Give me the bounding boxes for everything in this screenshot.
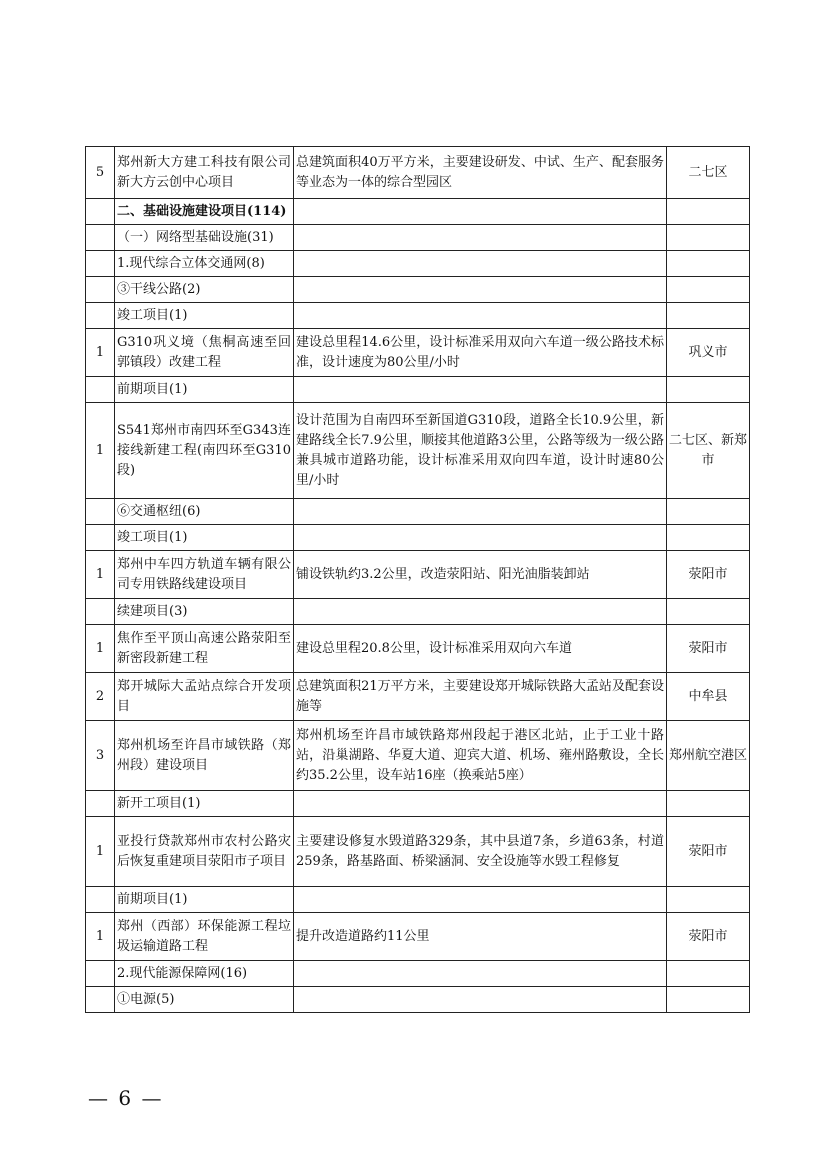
project-row (86, 147, 750, 199)
category-row (86, 225, 750, 251)
description-empty (294, 377, 667, 403)
category-row (86, 277, 750, 303)
project-description: 总建筑面积21万平方米，主要建设郑开城际铁路大孟站及配套设施等 (294, 673, 667, 721)
project-description: 主要建设修复水毁道路329条，其中县道7条，乡道63条，村道259条，路基路面、桥梁涵洞、安全设施等水毁工程修复 (294, 817, 667, 887)
project-row (86, 817, 750, 887)
row-number: 1 (86, 625, 115, 673)
project-name: 郑州（西部）环保能源工程垃圾运输道路工程 (115, 913, 294, 961)
project-name: 郑州机场至许昌市域铁路（郑州段）建设项目 (115, 721, 294, 791)
project-row (86, 551, 750, 599)
row-number-empty (86, 199, 115, 225)
location-empty (667, 303, 750, 329)
category-row (86, 791, 750, 817)
project-description: 提升改造道路约11公里 (294, 913, 667, 961)
project-row (86, 403, 750, 499)
category-label: 前期项目(1) (115, 887, 294, 913)
description-empty (294, 251, 667, 277)
location-empty (667, 987, 750, 1013)
project-location: 二七区、新郑市 (667, 403, 750, 499)
category-label: ③干线公路(2) (115, 277, 294, 303)
category-row (86, 961, 750, 987)
project-name: 郑州中车四方轨道车辆有限公司专用铁路线建设项目 (115, 551, 294, 599)
location-empty (667, 225, 750, 251)
project-location: 荥阳市 (667, 913, 750, 961)
description-empty (294, 277, 667, 303)
page-number: — 6 — (88, 1086, 164, 1110)
row-number: 1 (86, 817, 115, 887)
project-description: 建设总里程20.8公里，设计标准采用双向六车道 (294, 625, 667, 673)
project-description: 郑州机场至许昌市域铁路郑州段起于港区北站，止于工业十路站，沿巢湖路、华夏大道、迎宾大道、机场、雍州路敷设，全长约35.2公里，设车站16座（换乘站5座） (294, 721, 667, 791)
project-table (85, 146, 750, 1013)
location-empty (667, 199, 750, 225)
location-empty (667, 525, 750, 551)
row-number: 1 (86, 551, 115, 599)
row-number: 1 (86, 913, 115, 961)
description-empty (294, 225, 667, 251)
description-empty (294, 961, 667, 987)
project-name: 郑州新大方建工科技有限公司新大方云创中心项目 (115, 147, 294, 199)
project-row (86, 329, 750, 377)
project-name: 亚投行贷款郑州市农村公路灾后恢复重建项目荥阳市子项目 (115, 817, 294, 887)
row-number: 1 (86, 329, 115, 377)
description-empty (294, 887, 667, 913)
location-empty (667, 377, 750, 403)
project-description: 铺设铁轨约3.2公里，改造荥阳站、阳光油脂装卸站 (294, 551, 667, 599)
description-empty (294, 199, 667, 225)
row-number-empty (86, 887, 115, 913)
location-empty (667, 599, 750, 625)
category-row (86, 303, 750, 329)
project-description: 设计范围为自南四环至新国道G310段，道路全长10.9公里，新建路线全长7.9公里，顺接其他道路3公里，公路等级为一级公路兼具城市道路功能，设计标准采用双向四车道，设计时速80公里/小时 (294, 403, 667, 499)
row-number-empty (86, 525, 115, 551)
project-table-body (86, 147, 750, 1013)
category-row (86, 525, 750, 551)
category-label: 竣工项目(1) (115, 303, 294, 329)
description-empty (294, 791, 667, 817)
row-number: 1 (86, 403, 115, 499)
row-number-empty (86, 251, 115, 277)
description-empty (294, 303, 667, 329)
description-empty (294, 599, 667, 625)
project-name: S541郑州市南四环至G343连接线新建工程(南四环至G310段) (115, 403, 294, 499)
project-location: 二七区 (667, 147, 750, 199)
project-location: 荥阳市 (667, 551, 750, 599)
project-location: 荥阳市 (667, 817, 750, 887)
category-label: 续建项目(3) (115, 599, 294, 625)
category-row (86, 499, 750, 525)
category-row (86, 377, 750, 403)
category-row (86, 987, 750, 1013)
category-label: 1.现代综合立体交通网(8) (115, 251, 294, 277)
location-empty (667, 791, 750, 817)
project-row (86, 721, 750, 791)
description-empty (294, 499, 667, 525)
row-number-empty (86, 961, 115, 987)
row-number-empty (86, 303, 115, 329)
project-row (86, 673, 750, 721)
description-empty (294, 987, 667, 1013)
project-name: 郑开城际大孟站点综合开发项目 (115, 673, 294, 721)
project-name: G310巩义境（焦桐高速至回郭镇段）改建工程 (115, 329, 294, 377)
location-empty (667, 277, 750, 303)
project-row (86, 913, 750, 961)
row-number-empty (86, 987, 115, 1013)
category-label: 前期项目(1) (115, 377, 294, 403)
project-location: 巩义市 (667, 329, 750, 377)
category-label: 竣工项目(1) (115, 525, 294, 551)
category-label: ①电源(5) (115, 987, 294, 1013)
category-row (86, 599, 750, 625)
row-number-empty (86, 599, 115, 625)
row-number-empty (86, 277, 115, 303)
location-empty (667, 499, 750, 525)
category-label: 2.现代能源保障网(16) (115, 961, 294, 987)
project-row (86, 625, 750, 673)
project-location: 中牟县 (667, 673, 750, 721)
category-label: 新开工项目(1) (115, 791, 294, 817)
location-empty (667, 251, 750, 277)
project-name: 焦作至平顶山高速公路荥阳至新密段新建工程 (115, 625, 294, 673)
row-number: 3 (86, 721, 115, 791)
category-label: ⑥交通枢纽(6) (115, 499, 294, 525)
category-label: 二、基础设施建设项目(114) (115, 199, 294, 225)
row-number-empty (86, 791, 115, 817)
project-location: 郑州航空港区 (667, 721, 750, 791)
row-number-empty (86, 499, 115, 525)
project-description: 总建筑面积40万平方米，主要建设研发、中试、生产、配套服务等业态为一体的综合型园区 (294, 147, 667, 199)
category-row (86, 251, 750, 277)
project-location: 荥阳市 (667, 625, 750, 673)
row-number: 5 (86, 147, 115, 199)
category-row (86, 887, 750, 913)
location-empty (667, 887, 750, 913)
location-empty (667, 961, 750, 987)
project-description: 建设总里程14.6公里，设计标准采用双向六车道一级公路技术标准，设计速度为80公里/小时 (294, 329, 667, 377)
row-number-empty (86, 377, 115, 403)
description-empty (294, 525, 667, 551)
row-number-empty (86, 225, 115, 251)
row-number: 2 (86, 673, 115, 721)
category-row (86, 199, 750, 225)
category-label: （一）网络型基础设施(31) (115, 225, 294, 251)
